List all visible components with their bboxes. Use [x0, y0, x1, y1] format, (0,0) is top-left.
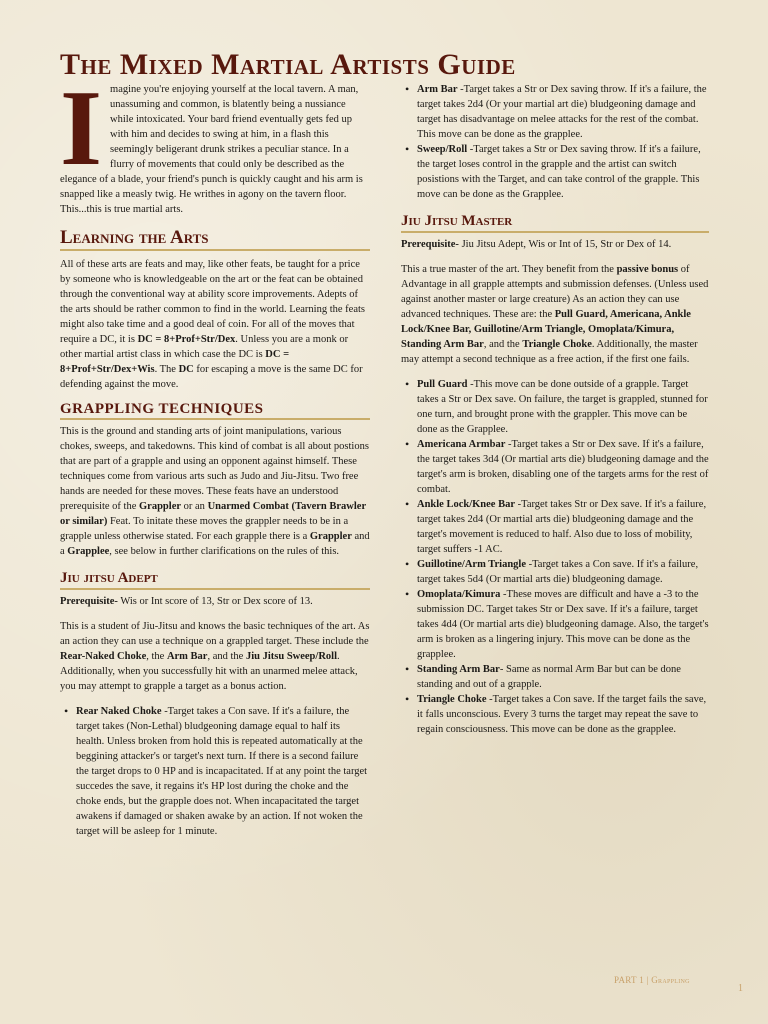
grappling-bold: Grappler — [139, 501, 182, 512]
adept-text: . Additionally, when you successfully hit with an unarmed melee attack, you may attempt to grapple a target as a bonus action. — [60, 651, 358, 692]
move-description: -Target takes a Con save. If the target fails the save, it falls unconscious. Every 3 turns the target may repeat the save to regain consciousness. This move can be done as the grapplee. — [417, 694, 707, 735]
learning-paragraph — [60, 257, 370, 392]
move-name: Pull Guard — [417, 379, 468, 390]
list-item — [401, 692, 709, 737]
adept-prerequisite — [60, 594, 370, 609]
master-bold: passive bonus — [616, 264, 679, 275]
heading-jiu-jitsu-adept: Jiu jitsu Adept — [60, 569, 370, 590]
intro-text: magine you're enjoying yourself at the local tavern. A man, unassuming and common, is blatently being a nussiance while intoxicated. Your bard friend eventually gets fed up with him and decides to swing at him, in a flash this seemingly beligerant drunk strikes a peculiar stance. In a flurry of movements that could only be described as the elegance of a blade, your friend's punch is quickly caught and his arm is snapped like a measly twig. He writhes in agony on the tavern floor. This...this is true martial arts. — [60, 84, 363, 215]
grappling-text: , see below in further clarifications on the rules of this. — [109, 546, 340, 557]
drop-cap: I — [60, 69, 103, 188]
list-item — [401, 557, 709, 587]
grappling-bold: Unarmed Combat (Tavern Brawler or similar) — [60, 501, 366, 527]
adept-text: , and the — [207, 651, 246, 662]
master-text: This a true master of the art. They benefit from the — [401, 264, 617, 275]
grappling-text: This is the ground and standing arts of joint manipulations, various chokes, sweeps, and takedowns. This kind of combat is all about postions that are part of a grapple and using an opponent against himself. These techniques come from various arts such as Judo and Jiu-Jitsu. Two free hands are needed for these moves. These feats have an understood prerequisite of the — [60, 426, 369, 512]
prerequisite-label: Prerequisite- — [401, 239, 459, 250]
move-name: Rear Naked Choke — [76, 706, 162, 717]
move-name: Guillotine/Arm Triangle — [417, 559, 526, 570]
list-item — [401, 662, 709, 692]
master-prerequisite — [401, 237, 709, 252]
adept-paragraph — [60, 619, 370, 694]
learning-text: All of these arts are feats and may, like other feats, be taught for a price by someone who is knowledgeable on the art or the feat can be obtained through the conventional way at ability score improvements. Adepts of the arts should be rather common to find in the world. Learning the feats might also take time and a good deal of coin. For all of the moves that require a DC, it is — [60, 259, 365, 345]
list-item — [401, 377, 709, 437]
move-name: Ankle Lock/Knee Bar — [417, 499, 516, 510]
page-number: 1 — [738, 983, 743, 994]
grappling-paragraph — [60, 424, 370, 559]
intro-paragraph — [60, 69, 370, 217]
master-paragraph — [401, 262, 709, 367]
move-description: -This move can be done outside of a grapple. Target takes a Str or Dex save. On failure, the target is grappled, stunned for one turn, and brought prone with the grappler. This move can be done as the Grapplee. — [417, 379, 708, 435]
prerequisite-text: Jiu Jitsu Adept, Wis or Int of 15, Str or Dex of 14. — [458, 239, 672, 250]
grappling-text: Feat. To initate these moves the grappler needs to be in a grapple unless otherwise stated. For each grapple there is a — [60, 516, 349, 542]
adept-bold: Jiu Jitsu Sweep/Roll — [245, 651, 337, 662]
master-text: . Additionally, the master may attempt a second technique as a free action, if the first one fails. — [401, 339, 698, 365]
move-description: -Target takes a Str or Dex saving throw. If it's a failure, the target takes 2d4 (Or your martial art die) bludgeoning damage and target has disadvantage on melee attacks for the rest of the combat. This move can be done as the grapplee. — [417, 84, 707, 140]
move-name: Sweep/Roll — [417, 144, 468, 155]
grappling-text: or an — [181, 501, 208, 512]
list-item — [60, 704, 370, 839]
move-description: -Target takes a Con save. If it's a failure, target takes 5d4 (Or martial arts die) bludgeoning damage. — [417, 559, 699, 585]
master-bold: Pull Guard, Americana, Ankle Lock/Knee Bar, Guillotine/Arm Triangle, Omoplata/Kimura, Standing Arm Bar — [401, 309, 691, 350]
list-item — [401, 142, 709, 202]
learning-dc: DC — [178, 364, 194, 375]
learning-text: for escaping a move is the same DC for defending against the move. — [60, 364, 363, 390]
move-name: Triangle Choke — [417, 694, 487, 705]
adept-text: , the — [146, 651, 167, 662]
move-name: Omoplata/Kimura — [417, 589, 501, 600]
list-item — [401, 497, 709, 557]
adept-text: This is a student of Jiu-Jitsu and knows the basic techniques of the art. As an action they can use a technique on a grappled target. These include the — [60, 621, 370, 647]
move-name: Americana Armbar — [417, 439, 506, 450]
master-bold: Triangle Choke — [522, 339, 592, 350]
move-description: -Target takes Str or Dex save. If it's a failure, target takes 2d4 (Or martial arts die) bludgeoning damage and the target's movement is reduced to half. Also due to loss of mobility, target suffers -1 AC. — [417, 499, 707, 555]
adept-move-list — [60, 704, 370, 839]
move-description: -Target takes a Con save. If it's a failure, the target takes (Non-Lethal) bludgeoning damage equal to half its health. Unless broken from hold this is repeated automatically at the beggining attacker's or target's next turn. If there is a second failure the target drops to 0 HP and is incapacitated. If at any point the target succedes the save, it regains it's HP lost during the choke and the choke ends, but the grapple does not. When incapacitated the target awakens if damaged or shaken awake by an action. If not woken the target will be asleep for 1 minute. — [76, 706, 368, 837]
learning-text: . Unless you are a monk or other martial artist class in which case the DC is — [60, 334, 349, 360]
heading-jiu-jitsu-master: Jiu Jitsu Master — [401, 212, 709, 233]
move-name: Arm Bar — [417, 84, 458, 95]
move-description: -Target takes a Str or Dex saving throw. If it's a failure, the target loses control in the grapple and the artist can switch posistions with the Target, and can take control of the grapple. This move can be done as the Grapplee. — [417, 144, 701, 200]
learning-text: . The — [154, 364, 179, 375]
move-description: - Same as normal Arm Bar but can be done standing and out of a grapple. — [417, 664, 681, 690]
left-column — [60, 69, 370, 849]
prerequisite-text: Wis or Int score of 13, Str or Dex score of 13. — [117, 596, 313, 607]
learning-dc-formula-monk: DC = 8+Prof+Str/Dex+Wis — [60, 349, 290, 375]
learning-dc-formula: DC = 8+Prof+Str/Dex — [137, 334, 236, 345]
master-text: of Advantage in all grapple attempts and submission defenses. (Unless used against another master or large creature) As an action they can use advanced techniques. These are: the — [401, 264, 709, 320]
move-description: -These moves are difficult and have a -3 to the submission DC. Target takes Str or Dex save. If it's a failure, target takes 4d4 (Or martial arts die) bludgeoning damage. Also, the target's arm is broken as a lingering injury. This move can be done as the grapplee. — [417, 589, 709, 660]
adept-bold: Arm Bar — [166, 651, 208, 662]
prerequisite-label: Prerequisite- — [60, 596, 118, 607]
list-item — [401, 437, 709, 497]
adept-move-list-continued — [401, 82, 709, 202]
grappling-bold: Grapplee — [67, 546, 110, 557]
list-item — [401, 82, 709, 142]
grappling-bold: Grappler — [309, 531, 352, 542]
adept-bold: Rear-Naked Choke — [60, 651, 147, 662]
list-item — [401, 587, 709, 662]
right-column — [401, 82, 709, 747]
grappling-text: and a — [60, 531, 370, 557]
master-text: , and the — [483, 339, 523, 350]
move-description: -Target takes a Str or Dex save. If it's a failure, the target takes 3d4 (Or martial arts die) bludgeoning damage and the target's arm is broken, disabling one of the targets arms for the rest of combat. — [417, 439, 709, 495]
move-name: Standing Arm Bar — [417, 664, 500, 675]
heading-learning-the-arts: Learning the Arts — [60, 227, 370, 251]
page-title: The Mixed Martial Artists Guide — [60, 48, 516, 81]
heading-grappling-techniques: GRAPPLING TECHNIQUES — [60, 402, 370, 420]
page-footer: PART 1 | Grappling — [614, 975, 690, 985]
master-move-list — [401, 377, 709, 737]
